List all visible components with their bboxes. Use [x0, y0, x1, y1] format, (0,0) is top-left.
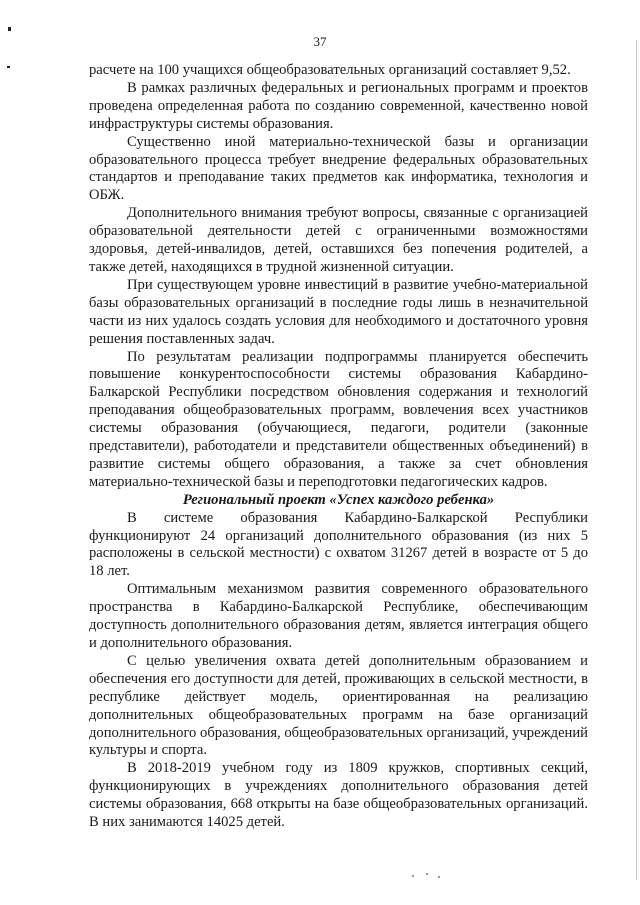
document-body [89, 62, 588, 832]
scan-mark [7, 66, 10, 68]
paragraph: расчете на 100 учащихся общеобразовательных организаций составляет 9,52. [89, 62, 571, 78]
paragraph: В рамках различных федеральных и региональных программ и проектов проведена определенная работа по созданию современной, качественно новой инфраструктуры системы образования. [89, 79, 588, 132]
section-heading: Региональный проект «Успех каждого ребенка» [182, 491, 495, 508]
paragraph: В системе образования Кабардино-Балкарской Республики функционируют 24 организаций дополнительного образования (из них 5 расположены в сельской местности) с охватом 31267 детей в возрасте от 5 до 18 лет. [89, 509, 588, 580]
paragraph: В 2018-2019 учебном году из 1809 кружков, спортивных секций, функционирующих в учреждениях дополнительного образования детей системы образования, 668 открыты на базе общеобразовательных организаций. В них занимаются 14025 детей. [89, 760, 588, 831]
paragraph: С целью увеличения охвата детей дополнительным образованием и обеспечения его доступности для детей, проживающих в сельской местности, в республике действует модель, ориентированная на реализацию дополнительных общеобразовательных программ на базе организаций дополнительного образования, общеобразовательных организаций, учреждений культуры и спорта. [89, 652, 588, 759]
scan-mark [8, 27, 11, 31]
page-edge-shadow [636, 40, 637, 880]
paragraph: По результатам реализации подпрограммы планируется обеспечить повышение конкурентоспособности системы образования Кабардино-Балкарской Республики посредством обновления содержания и технологий преподавания общеобразовательных программ, вовлечения всех участников системы образования (обучающиеся, педагоги, родители (законные представители), работодатели и представители общественных объединений) в развитие системы общего образования, а также за счет обновления материально-технической базы и переподготовки педагогических кадров. [89, 348, 588, 490]
paragraph: Оптимальным механизмом развития современного образовательного пространства в Кабардино-Балкарской Республике, обеспечивающим доступность дополнительного образования детям, является интеграция общего и дополнительного образования. [89, 581, 588, 651]
scan-specks [412, 873, 442, 879]
paragraph: Дополнительного внимания требуют вопросы, связанные с организацией образовательной деятельности детей с ограниченными возможностями здоровья, детей-инвалидов, детей, оставшихся без попечения родителей, а также детей, находящихся в трудной жизненной ситуации. [89, 205, 588, 275]
paragraph: При существующем уровне инвестиций в развитие учебно-материальной базы образовательных организаций в последние годы лишь в незначительной части из них удалось создать условия для необходимого и достаточного уровня решения поставленных задач. [89, 276, 588, 347]
page-number: 37 [313, 34, 327, 49]
paragraph: Существенно иной материально-технической базы и организации образовательного процесса требует внедрение федеральных образовательных стандартов и преподавание таких предметов как информатика, технология и ОБЖ. [89, 133, 588, 204]
